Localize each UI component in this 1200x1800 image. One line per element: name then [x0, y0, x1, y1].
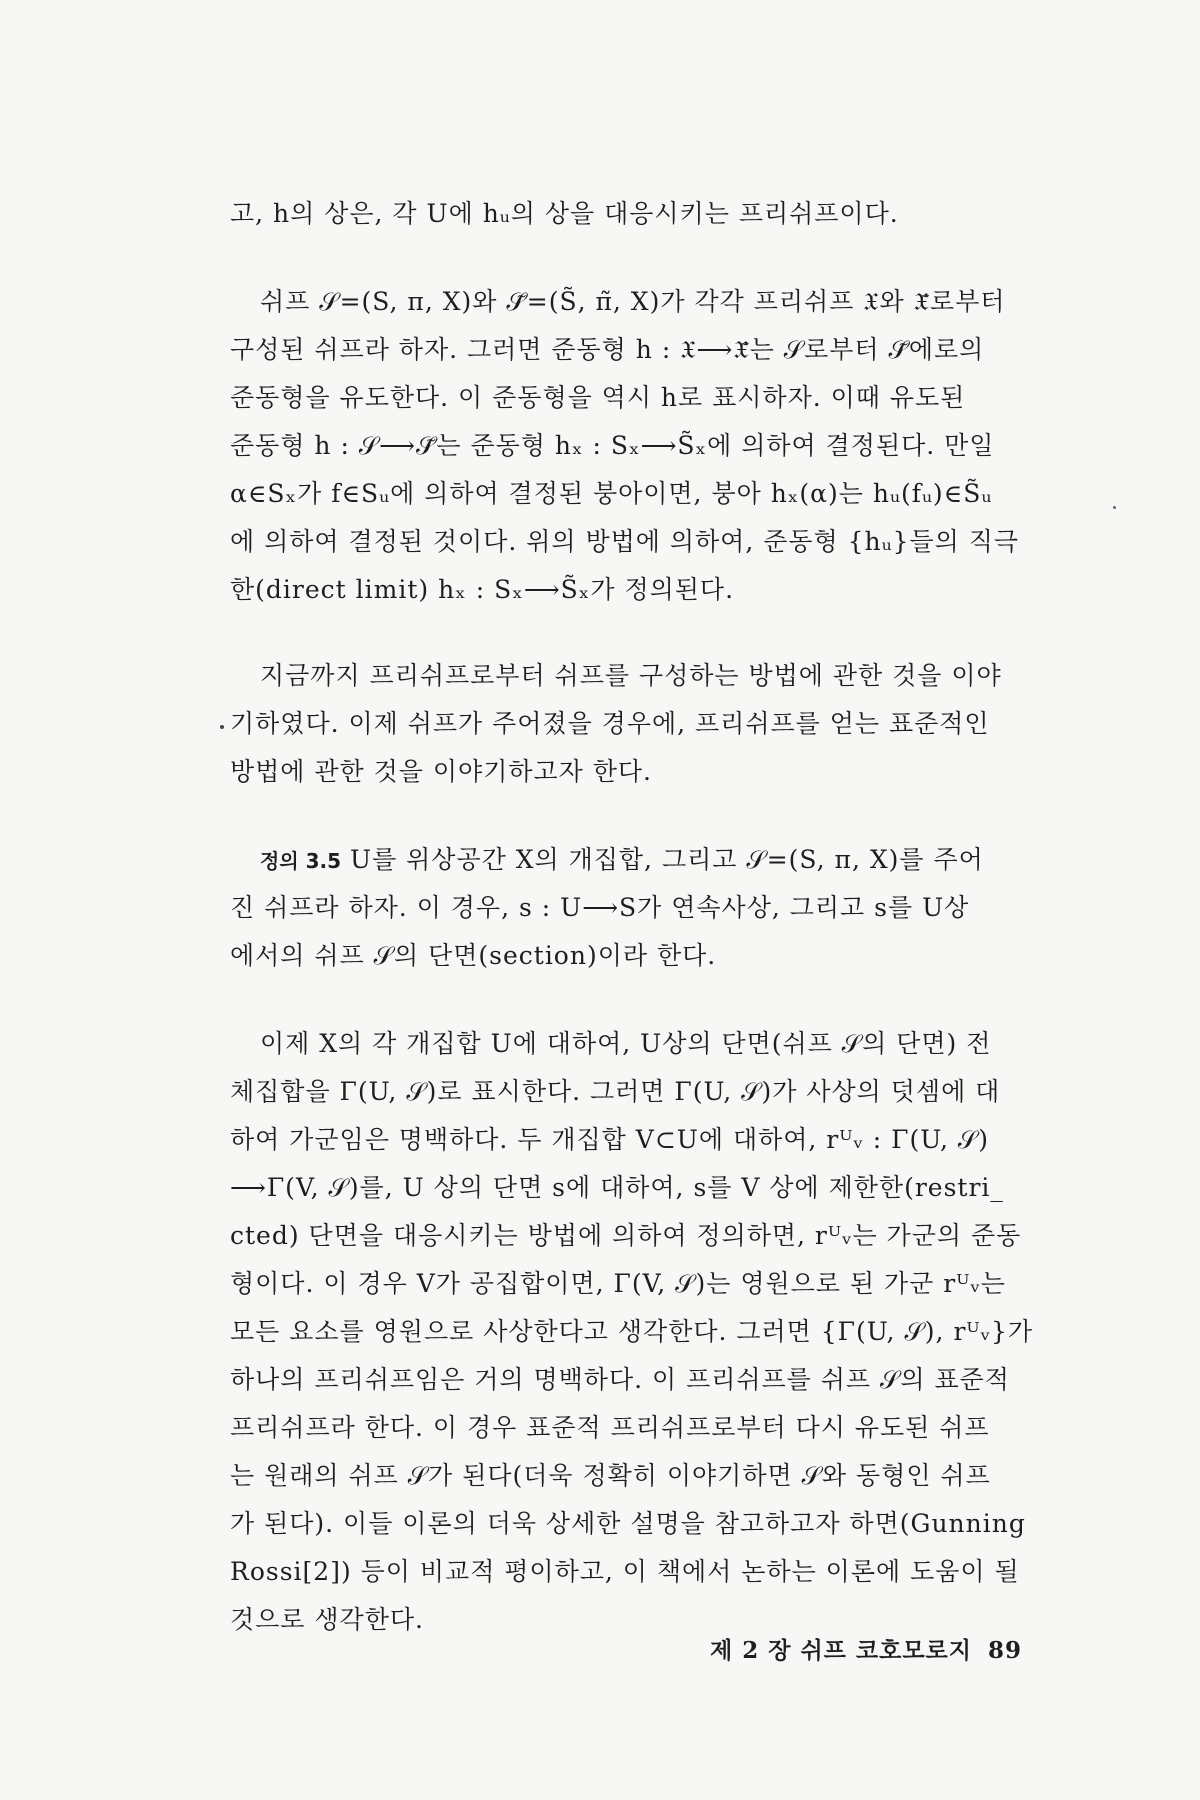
definition-label: 정의 3.5 — [260, 849, 342, 873]
text-line: 하나의 프리쉬프임은 거의 명백하다. 이 프리쉬프를 쉬프 𝒮의 표준적 — [230, 1365, 1010, 1394]
text-line: α∈Sₓ가 f∈Sᵤ에 의하여 결정된 붕아이면, 붕아 hₓ(α)는 hᵤ(fᵤ)∈S̃ᵤ — [230, 479, 993, 508]
text-line: 프리쉬프라 한다. 이 경우 표준적 프리쉬프로부터 다시 유도된 쉬프 — [230, 1413, 990, 1442]
text-line: 한(direct limit) hₓ : Sₓ⟶S̃ₓ가 정의된다. — [230, 575, 735, 604]
text-line: cted) 단면을 대응시키는 방법에 의하여 정의하면, rᵁᵥ는 가군의 준동 — [230, 1221, 1022, 1250]
page-body — [230, 190, 1050, 1644]
text-line: 방법에 관한 것을 이야기하고자 한다. — [230, 757, 652, 786]
page-footer — [710, 1632, 1022, 1665]
text-line: 지금까지 프리쉬프로부터 쉬프를 구성하는 방법에 관한 것을 이야 — [260, 661, 1002, 690]
text-line: 구성된 쉬프라 하자. 그러면 준동형 h : 𝔛⟶𝔛̃는 𝒮로부터 𝒮̃에로의 — [230, 335, 985, 364]
text-line: 쉬프 𝒮=(S, π, X)와 𝒮̃=(S̃, π̃, X)가 각각 프리쉬프 𝔛와 𝔛̃로부터 — [260, 287, 1006, 316]
text-line: 준동형 h : 𝒮⟶𝒮̃는 준동형 hₓ : Sₓ⟶S̃ₓ에 의하여 결정된다. 만일 — [230, 431, 995, 460]
text-line: 형이다. 이 경우 V가 공집합이면, Γ(V, 𝒮)는 영원으로 된 가군 rᵁᵥ는 — [230, 1269, 1006, 1298]
text-line: 진 쉬프라 하자. 이 경우, s : U⟶S가 연속사상, 그리고 s를 U상 — [230, 893, 970, 922]
text-line: 이제 X의 각 개집합 U에 대하여, U상의 단면(쉬프 𝒮의 단면) 전 — [260, 1029, 992, 1058]
text-line: 하여 가군임은 명백하다. 두 개집합 V⊂U에 대하여, rᵁᵥ : Γ(U, 𝒮) — [230, 1125, 990, 1154]
margin-mark — [220, 725, 224, 729]
paragraph-1 — [230, 190, 1050, 238]
text-line: 것으로 생각한다. — [230, 1605, 424, 1634]
paragraph-3 — [230, 652, 1050, 796]
text-line: Rossi[2]) 등이 비교적 평이하고, 이 책에서 논하는 이론에 도움이 될 — [230, 1557, 1020, 1586]
page-number: 89 — [988, 1637, 1023, 1664]
text-line: ⟶Γ(V, 𝒮)를, U 상의 단면 s에 대하여, s를 V 상에 제한한(restri_ — [230, 1173, 1004, 1202]
text-line: 준동형을 유도한다. 이 준동형을 역시 h로 표시하자. 이때 유도된 — [230, 383, 966, 412]
margin-mark — [1113, 506, 1116, 509]
text-line: 체집합을 Γ(U, 𝒮)로 표시한다. 그러면 Γ(U, 𝒮)가 사상의 덧셈에 대 — [230, 1077, 1001, 1106]
text-line: 는 원래의 쉬프 𝒮가 된다(더욱 정확히 이야기하면 𝒮와 동형인 쉬프 — [230, 1461, 991, 1490]
text-line: 에 의하여 결정된 것이다. 위의 방법에 의하여, 준동형 {hᵤ}들의 직극 — [230, 527, 1020, 556]
paragraph-5 — [230, 1020, 1050, 1644]
text-line: 가 된다). 이들 이론의 더욱 상세한 설명을 참고하고자 하면(Gunning — [230, 1509, 1026, 1538]
text-line: 모든 요소를 영원으로 사상한다고 생각한다. 그러면 {Γ(U, 𝒮), rᵁᵥ}가 — [230, 1317, 1034, 1346]
definition-3-5 — [230, 836, 1050, 980]
text-line — [230, 836, 1050, 884]
paragraph-2 — [230, 278, 1050, 614]
text-line: 에서의 쉬프 𝒮의 단면(section)이라 한다. — [230, 941, 717, 970]
text-line: 고, h의 상은, 각 U에 hᵤ의 상을 대응시키는 프리쉬프이다. — [230, 199, 899, 228]
text-line: 기하였다. 이제 쉬프가 주어졌을 경우에, 프리쉬프를 얻는 표준적인 — [230, 709, 990, 738]
definition-text: U를 위상공간 X의 개집합, 그리고 𝒮=(S, π, X)를 주어 — [341, 845, 984, 874]
chapter-title: 제 2 장 쉬프 코호모로지 — [710, 1637, 972, 1664]
